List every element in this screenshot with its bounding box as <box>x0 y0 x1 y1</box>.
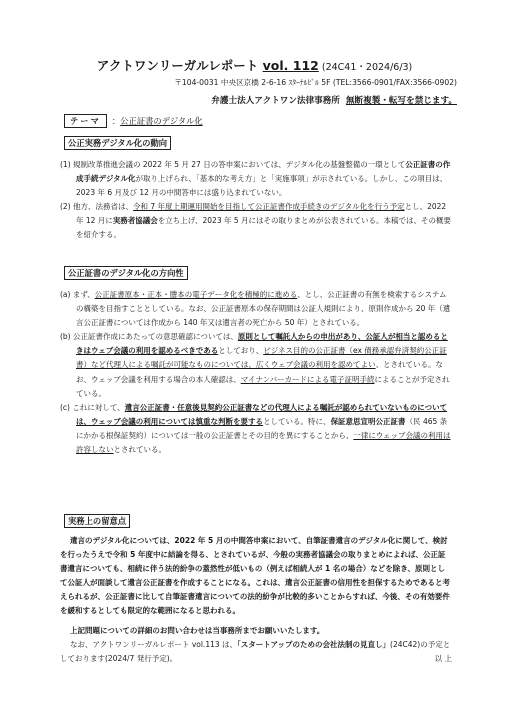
next-issue-note: なお、アクトワンリーガルレポート vol.113 は、「スタートアップのための会社法制の見直し」(24C42)の予定としております(2024/7 発行予定)。 以 上 <box>60 638 452 666</box>
theme-value: 公正証書のデジタル化 <box>120 116 203 126</box>
direction-item-c: (c) これに対して、遺言公正証書・任意後見契約公正証書などの代理人による嘱託が認められていないものについては、ウェッブ会議の利用については慎重な判断を要するとしている。特に、保証意思宣明公正証書（民 465 条にかかる根保証契約）については一般の公正証書とその目的を異にすることから、一律にウェッブ会議の利用は許容しないとされている。 <box>60 402 451 455</box>
closing-mark: 以 上 <box>434 654 452 664</box>
theme-line: テーマ ： 公正証書のデジタル化 <box>64 114 203 128</box>
section-trends-body <box>60 158 452 243</box>
section-heading-trends: 公正実務デジタル化の動向 <box>64 136 171 150</box>
direction-item-b: (b) 公正証書作成にあたっての意思確認については、原則として嘱託人からの申出があり、公証人が相当と認めるときはウェブ会議の利用を認めるべきであるとしており、ビジネス目的の公正証書（ex 債務承認弁済契約公正証書）など代理人による嘱託が可能なものについては、広くウェブ会議の利用を認めてよい、とされている。なお、ウェッブ会議を利用する場合の本人確認は、マイナンバーカードによる電子証明手続によることが予定されている。 <box>60 332 450 398</box>
firm-name: 弁護士法人アクトワン法律事務所 <box>211 96 340 106</box>
section-heading-practice: 実務上の留意点 <box>64 514 130 528</box>
copy-notice: 無断複製・転写を禁じます。 <box>345 96 457 106</box>
practice-paragraph: 遺言のデジタル化については、2022 年 5 月の中間答申案において、自筆証書遺言のデジタル化に関して、検討を行ったうえで令和 5 年度中に結論を得る、とされているが、今般の実務者協議会の取りまとめによれば、公正証書遺言についても、相続に伴う法的紛争の蓋然性が低いもの（例えば相続人が 1 名の場合）などを除き、原則として公証人が面談して遺言公正証書を作成することになる。これは、遺言公正証書の信用性を担保するためであると考えられるが、公正証書に比して自筆証書遺言についての法的紛争が比較的多いことからすれば、今後、その有効要件を緩和するとしても限定的な範囲になると思われる。 <box>60 536 450 616</box>
inquiry-note: 上記問題についての詳細のお問い合わせは当事務所までお願いいたします。 <box>70 626 325 635</box>
issue-code-date: (24C41・2024/6/3) <box>318 62 413 73</box>
report-title: アクトワンリーガルレポート vol. 112 (24C41・2024/6/3) <box>96 58 413 73</box>
report-footer <box>60 624 452 666</box>
trends-item-2: (2) 他方、法務省は、令和 7 年度上期運用開始を目指して公正証書作成手続きのデジタル化を行う予定とし、2022 年 12 月に実務者協議会を立ち上げ、2023 年 5 月にはその取りまとめが公表されている。本稿では、その概要を紹介する。 <box>60 202 452 240</box>
theme-label: テーマ <box>64 114 107 128</box>
direction-item-a: (a) まず、公正証書原本・正本・謄本の電子データ化を積極的に進める、とし、公正証書の有無を検索するシステムの構築を目指すこととしている。なお、公正証書原本の保存期間は公証人規則により、原則作成から 20 年（遺言公正証書については作成から 140 年又は遺言者の死亡から 50 年）とされている。 <box>60 290 451 328</box>
section-heading-direction: 公正証書のデジタル化の方向性 <box>64 266 188 280</box>
trends-item-1: (1) 規制改革推進会議の 2022 年 5 月 27 日の答申案においては、デジタル化の基盤整備の一環として公正証書の作成手続デジタル化が取り上げられ、「基本的な考え方」と「実施事項」が示されている。しかし、この項目は、2023 年 6 月及び 12 月の中間答申には盛り込まれていない。 <box>60 160 451 198</box>
firm-address: 〒104-0031 中央区京橋 2-6-16 ｽﾀｰﾅﾙﾋﾞﾙ 5F (TEL:3566-0901/FAX:3566-0902) <box>174 78 457 87</box>
volume-number: vol. 112 <box>262 58 319 73</box>
section-direction-body <box>60 288 452 457</box>
firm-line <box>211 94 457 106</box>
section-practice-body <box>60 534 452 619</box>
